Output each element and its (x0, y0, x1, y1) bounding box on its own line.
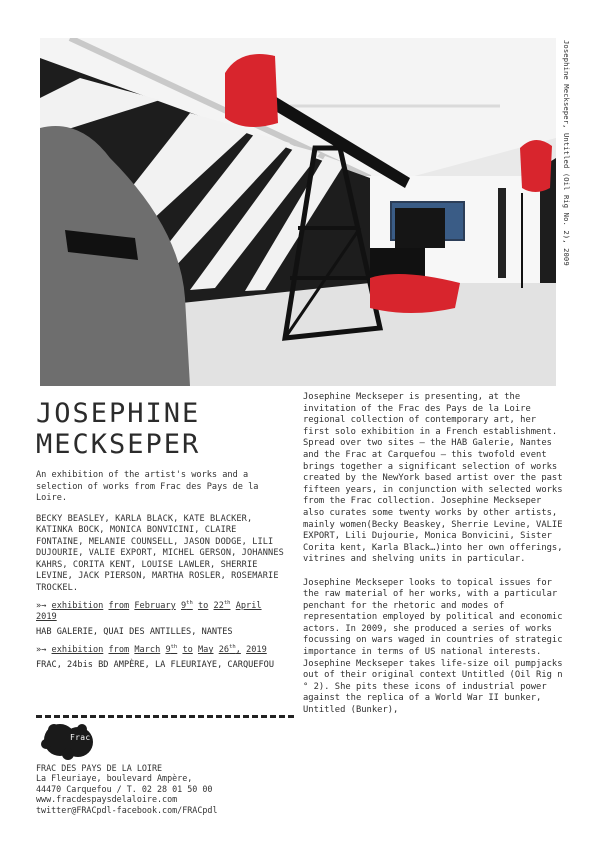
logo-text: Frac (70, 733, 91, 742)
left-column (36, 398, 284, 671)
photo-credit (560, 40, 574, 386)
contact-block (36, 763, 218, 815)
exhibition-1-venue: HAB GALERIE, QUAI DES ANTILLES, NANTES (36, 626, 233, 637)
website-link[interactable]: www.fracdespaysdelaloire.com (36, 794, 178, 805)
exhibition-2-dates: »→ exhibition from March 9th to May 26th, 2019 (36, 644, 267, 656)
arrow-icon: »→ (36, 645, 47, 656)
photo-credit-text: Josephine Meckseper, Untitled (Oil Rig No. 2), 2009 (562, 40, 571, 266)
org-name: FRAC DES PAYS DE LA LOIRE (36, 763, 163, 773)
title-line-1: JOSEPHINE (36, 398, 201, 429)
social-links[interactable]: twitter@FRACpdl-facebook.com/FRACpdl (36, 804, 218, 815)
arrow-icon: »→ (36, 600, 47, 611)
body-paragraph-1: Josephine Meckseper is presenting, at the invitation of the Frac des Pays de la Loire regional collection of contemporary art, her first solo exhibition in a French establishment. Spread over two sites — the HAB Galerie, Nantes and the Frac at Carquefou — this twofold event brings together a significant selection of works created by the NewYork based artist over the past fifteen years, in conjunction with selected works from the Frac collection. Josephine Meckseper also curates some twenty works by other artists, mainly women(Becky Beaskey, Sherrie Levine, VALIE EXPORT, Lili Dujourie, Monica Bonvicini, Sister Corita kent, Karla Black…)into her own offerings, vitrines and shelving units in particular. (303, 392, 563, 565)
intro-text: An exhibition of the artist's works and a selection of works from Frac des Pays de la Loire. (36, 470, 259, 503)
body-text-column (303, 392, 565, 717)
address-line-1: La Fleuriaye, boulevard Ampère, (36, 773, 193, 784)
artist-list: BECKY BEASLEY, KARLA BLACK, KATE BLACKER, KATINKA BOCK, MONICA BONVICINI, CLAIRE FONTAINE, MELANIE COUNSELL, JASON DODGE, LILI DUJOURIE, VALIE EXPORT, MICHEL GERSON, JOHANNES KAHRS, CORITA KENT, LOUISE LAWLER, SHERRIE LEVINE, JACK PIERSON, MARTHA ROSLER, ROSEMARIE TROCKEL. (36, 513, 284, 593)
exhibition-1-dates: »→ exhibition from February 9th to 22th April 2019 (36, 600, 262, 623)
exhibition-2-venue: FRAC, 24bis BD AMPÈRE, LA FLEURIAYE, CARQUEFOU (36, 659, 274, 670)
address-line-2: 44470 Carquefou / T. 02 28 01 50 00 (36, 783, 213, 794)
title-line-2: MECKSEPER (36, 429, 201, 460)
body-paragraph-2: Josephine Meckseper looks to topical issues for the raw material of her works, with a particular penchant for the rhetoric and modes of representation employed by political and economic actors. In 2009, she produced a series of works focussing on wars waged in countries of strategic importance in terms of US national interests. Josephine Meckseper takes life-size oil pumpjacks out of their original context Untitled (Oil Rig n ° 2). She pits these icons of industrial power against the replica of a World War II bunker, Untitled (Bunker), (303, 577, 563, 716)
dashed-divider (36, 715, 294, 719)
exhibition-2 (36, 642, 284, 671)
installation-photo (40, 38, 556, 386)
page-title (36, 398, 284, 460)
exhibition-1 (36, 598, 284, 638)
